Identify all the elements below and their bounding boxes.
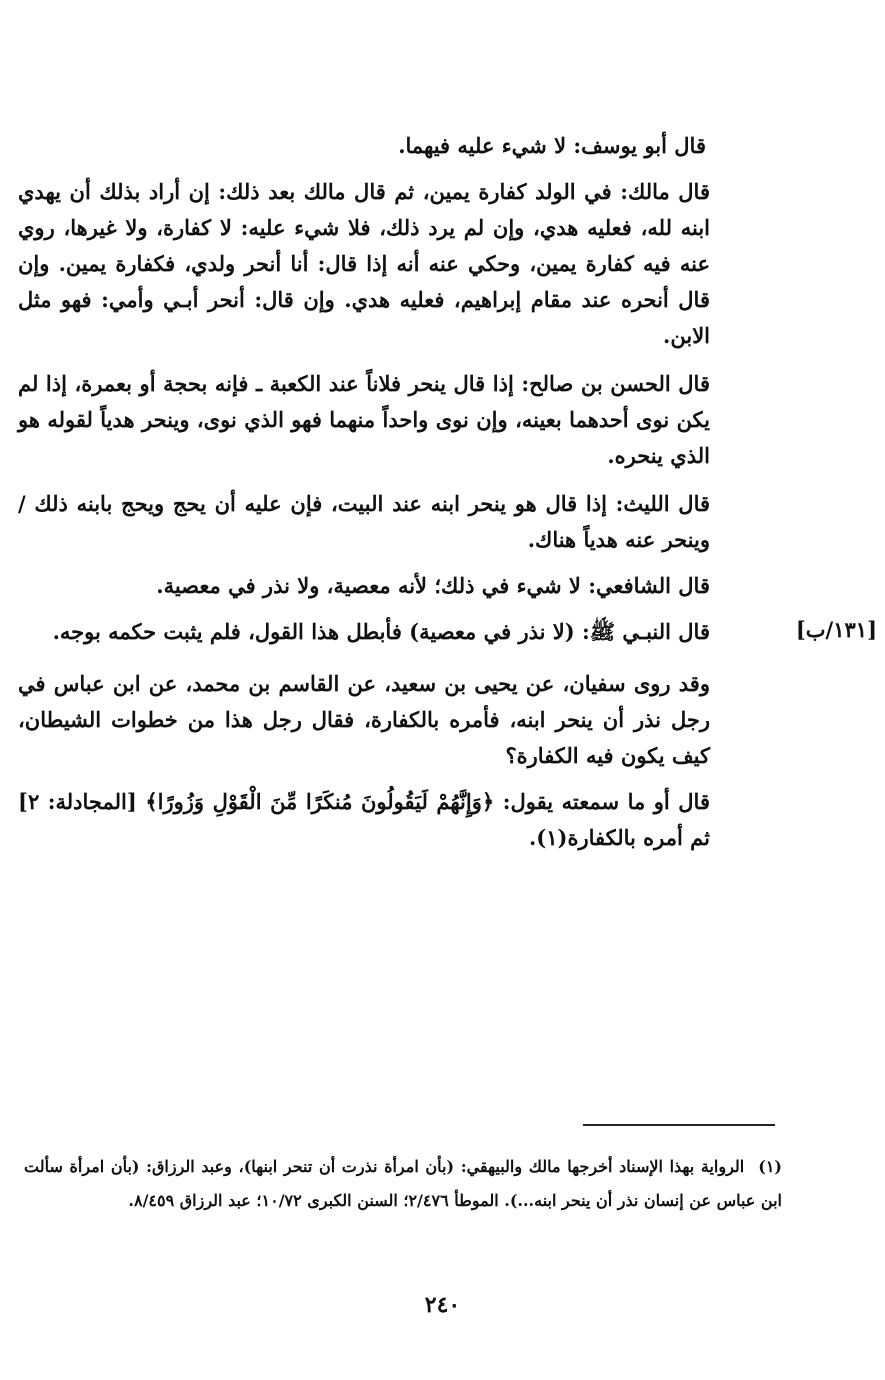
page-number: ٢٤٠ [424, 1292, 461, 1318]
paragraph-malik: قال مالك: في الولد كفارة يمين، ثم قال مالك بعد ذلك: إن أراد بذلك أن يهدي ابنه لله، فعليه هدي، وإن لم يرد ذلك، فلا شيء عليه: لا كفارة، ولا غيرها، روي عنه فيه كفارة يمين، وحكي عنه أنه إذا قال: أنا أنحر ولدي، فكفارة يمين. وإن قال أنحره عند مقام إبراهيم، فعليه هدي. وإن قال: أنحر أبـي وأمي: فهو مثل الابن. [18, 179, 710, 348]
main-text [18, 128, 710, 856]
footnotes [24, 1150, 782, 1218]
paragraph-shafii: قال الشافعي: لا شيء في ذلك؛ لأنه معصية، ولا نذر في معصية. [156, 573, 710, 598]
paragraph-sufyan-narration: وقد روى سفيان، عن يحيى بن سعيد، عن القاسم بن محمد، عن ابن عباس في رجل نذر أن ينحر ابنه، فأمره بالكفارة، فقال رجل هذا من خطوات الشيطان، كيف يكون فيه الكفارة؟ [18, 671, 710, 768]
paragraph-abu-yusuf: قال أبو يوسف: لا شيء عليه فيهما. [398, 133, 706, 158]
footnote-marker: (١) [758, 1157, 782, 1176]
paragraph-layth: قال الليث: إذا قال هو ينحر ابنه عند البيت، فإن عليه أن يحج ويحج بابنه ذلك / وينحر عنه هدياً هناك. [18, 491, 710, 552]
paragraph-quran-citation: قال أو ما سمعته يقول: ﴿وَإِنَّهُمْ لَيَقُولُونَ مُنكَرًا مِّنَ الْقَوْلِ وَزُورًا﴾ [المجادلة: ٢] ثم أمره بالكفارة(١). [18, 789, 710, 850]
footnote-text: الرواية بهذا الإسناد أخرجها مالك والبيهقي: (بأن امرأة نذرت أن تنحر ابنها)، وعبد الرزاق: (بأن امرأة سألت ابن عباس عن إنسان نذر أن ينحر ابنه...). الموطأ ٢/٤٧٦؛ السنن الكبرى ١٠/٧٢؛ عبد الرزاق ٨/٤٥٩. [24, 1157, 782, 1210]
paragraph-hasan-ibn-salih: قال الحسن بن صالح: إذا قال ينحر فلاناً عند الكعبة ـ فإنه بحجة أو بعمرة، إذا لم يكن نوى أحدهما بعينه، وإن نوى واحداً منهما فهو الذي نوى، وينحر هدياً لقوله هو الذي ينحره. [18, 371, 710, 468]
paragraph-prophet-hadith: قال النبـي ﷺ: (لا نذر في معصية) فأبطل هذا القول، فلم يثبت حكمه بوجه. [52, 619, 710, 644]
manuscript-folio-marker: [١٣١/ب] [795, 617, 877, 642]
footnote-separator [583, 1124, 775, 1126]
